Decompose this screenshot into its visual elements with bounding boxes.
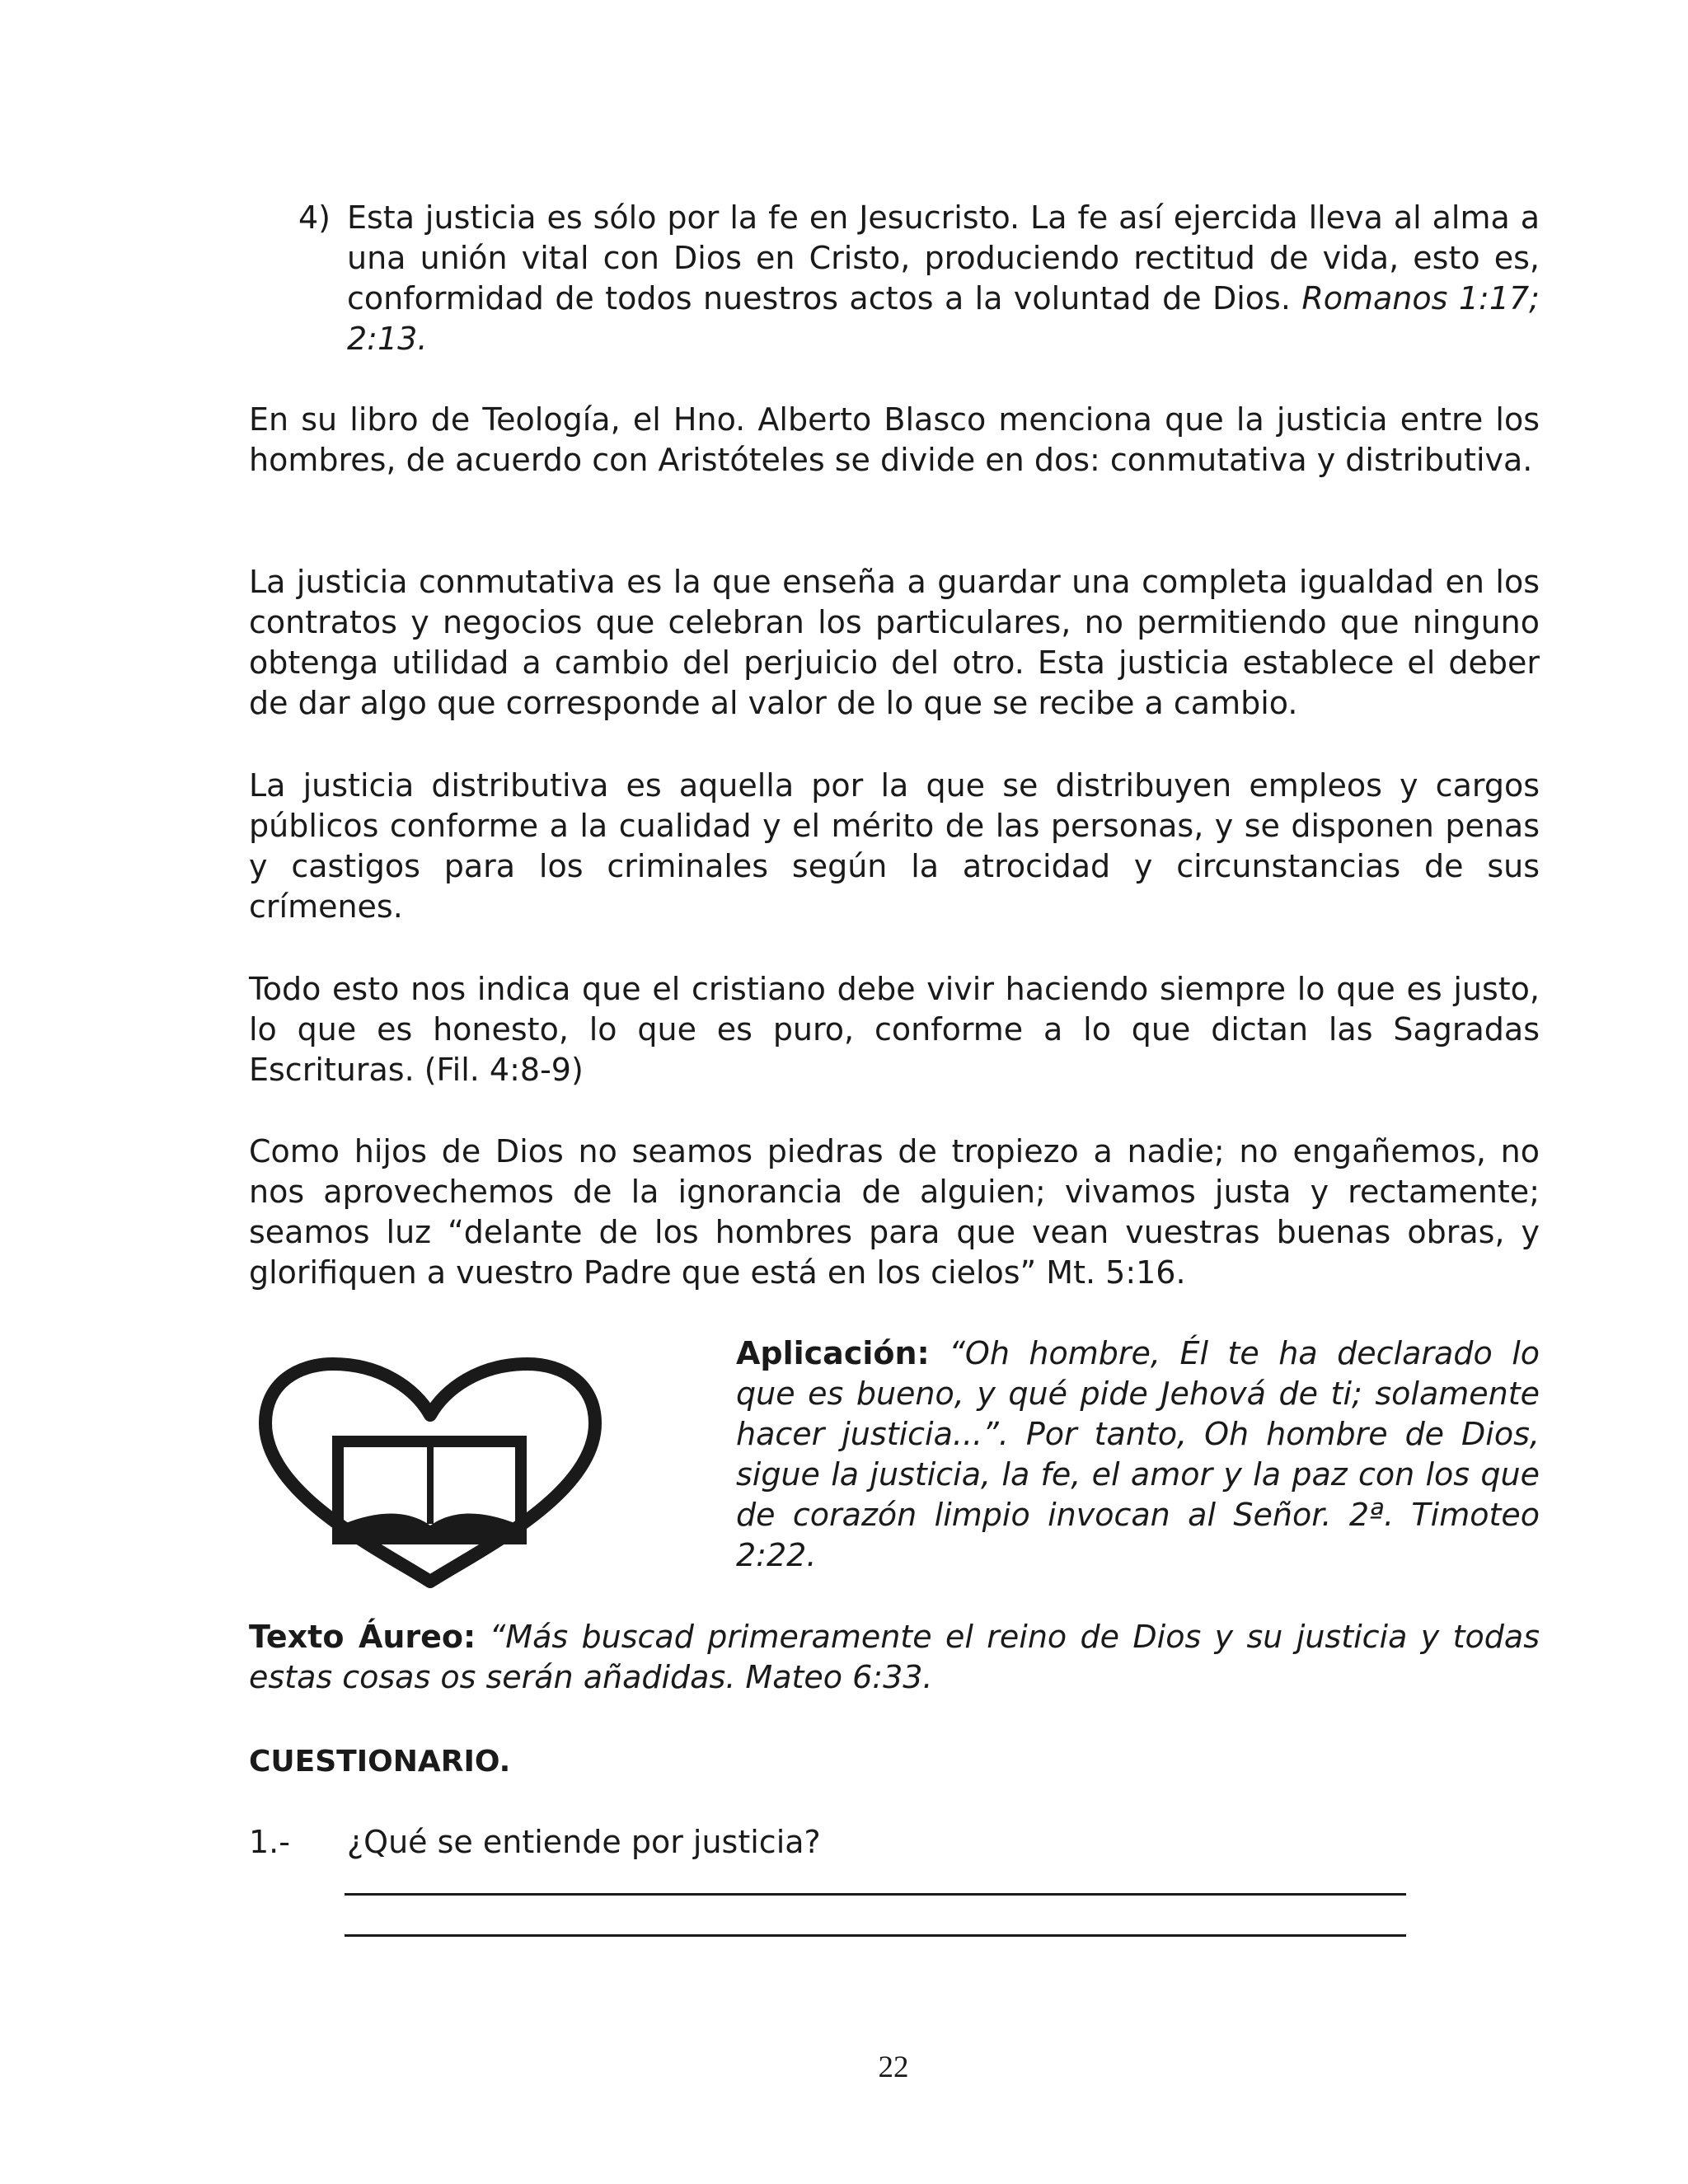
aplicacion-text: “Oh hombre, Él te ha declarado lo que es bueno, y qué pide Jehová de ti; solamente hacer justicia...”. Por tanto, Oh hombre de Dios, sigue la justicia, la fe, el amor y la paz con los que de corazón limpio invocan al Señor. 2ª. Timoteo 2:22.: [736, 1335, 1540, 1573]
list-item-body: Esta justicia es sólo por la fe en Jesucristo. La fe así ejercida lleva al alma a una unión vital con Dios en Cristo, produciendo rectitud de vida, esto es, conformidad de todos nuestros actos a la voluntad de Dios.: [347, 199, 1540, 316]
answer-line: [345, 1934, 1406, 1937]
list-item-number: 4): [298, 199, 331, 236]
paragraph-blasco: En su libro de Teología, el Hno. Alberto Blasco menciona que la justicia entre los hombres, de acuerdo con Aristóteles se divide en dos: conmutativa y distributiva.: [249, 401, 1540, 478]
cuestionario-title: CUESTIONARIO.: [249, 1745, 511, 1779]
paragraph-conmutativa: La justicia conmutativa es la que enseña a guardar una completa igualdad en los contratos y negocios que celebran los particulares, no permitiendo que ninguno obtenga utilidad a cambio del perjuicio del otro. Esta justicia establece el deber de dar algo que corresponde al valor de lo que se recibe a cambio.: [249, 564, 1540, 721]
paragraph-distributiva: La justicia distributiva es aquella por la que se distribuyen empleos y cargos públicos conforme a la cualidad y el mérito de las personas, y se disponen penas y castigos para los criminales según la atrocidad y circunstancias de sus crímenes.: [249, 767, 1540, 925]
aplicacion-paragraph: [736, 1333, 1540, 1576]
paragraph-hijos-de-dios: Como hijos de Dios no seamos piedras de tropiezo a nadie; no engañemos, no nos aprovechemos de la ignorancia de alguien; vivamos justa y rectamente; seamos luz “delante de los hombres para que vean vuestras buenas obras, y glorifiquen a vuestro Padre que está en los cielos” Mt. 5:16.: [249, 1133, 1540, 1291]
question-text: ¿Qué se entiende por justicia?: [347, 1824, 821, 1860]
paragraph-cristiano: Todo esto nos indica que el cristiano debe vivir haciendo siempre lo que es justo, lo que es honesto, lo que es puro, conforme a lo que dictan las Sagradas Escrituras. (Fil. 4:8-9): [249, 971, 1540, 1088]
texto-aureo-paragraph: [249, 1617, 1540, 1698]
page-number: 22: [878, 2050, 909, 2084]
texto-aureo-text: “Más buscad primeramente el reino de Dios y su justicia y todas estas cosas os serán añadidas. Mateo 6:33.: [249, 1619, 1540, 1695]
list-item-text: [347, 198, 1540, 359]
heart-bible-icon: [257, 1356, 603, 1588]
answer-line: [345, 1893, 1406, 1896]
list-item-reference: Romanos 1:17; 2:13.: [347, 280, 1540, 357]
texto-aureo-label: Texto Áureo:: [249, 1619, 476, 1655]
question-number: 1.-: [249, 1824, 290, 1860]
aplicacion-label: Aplicación:: [736, 1335, 930, 1371]
